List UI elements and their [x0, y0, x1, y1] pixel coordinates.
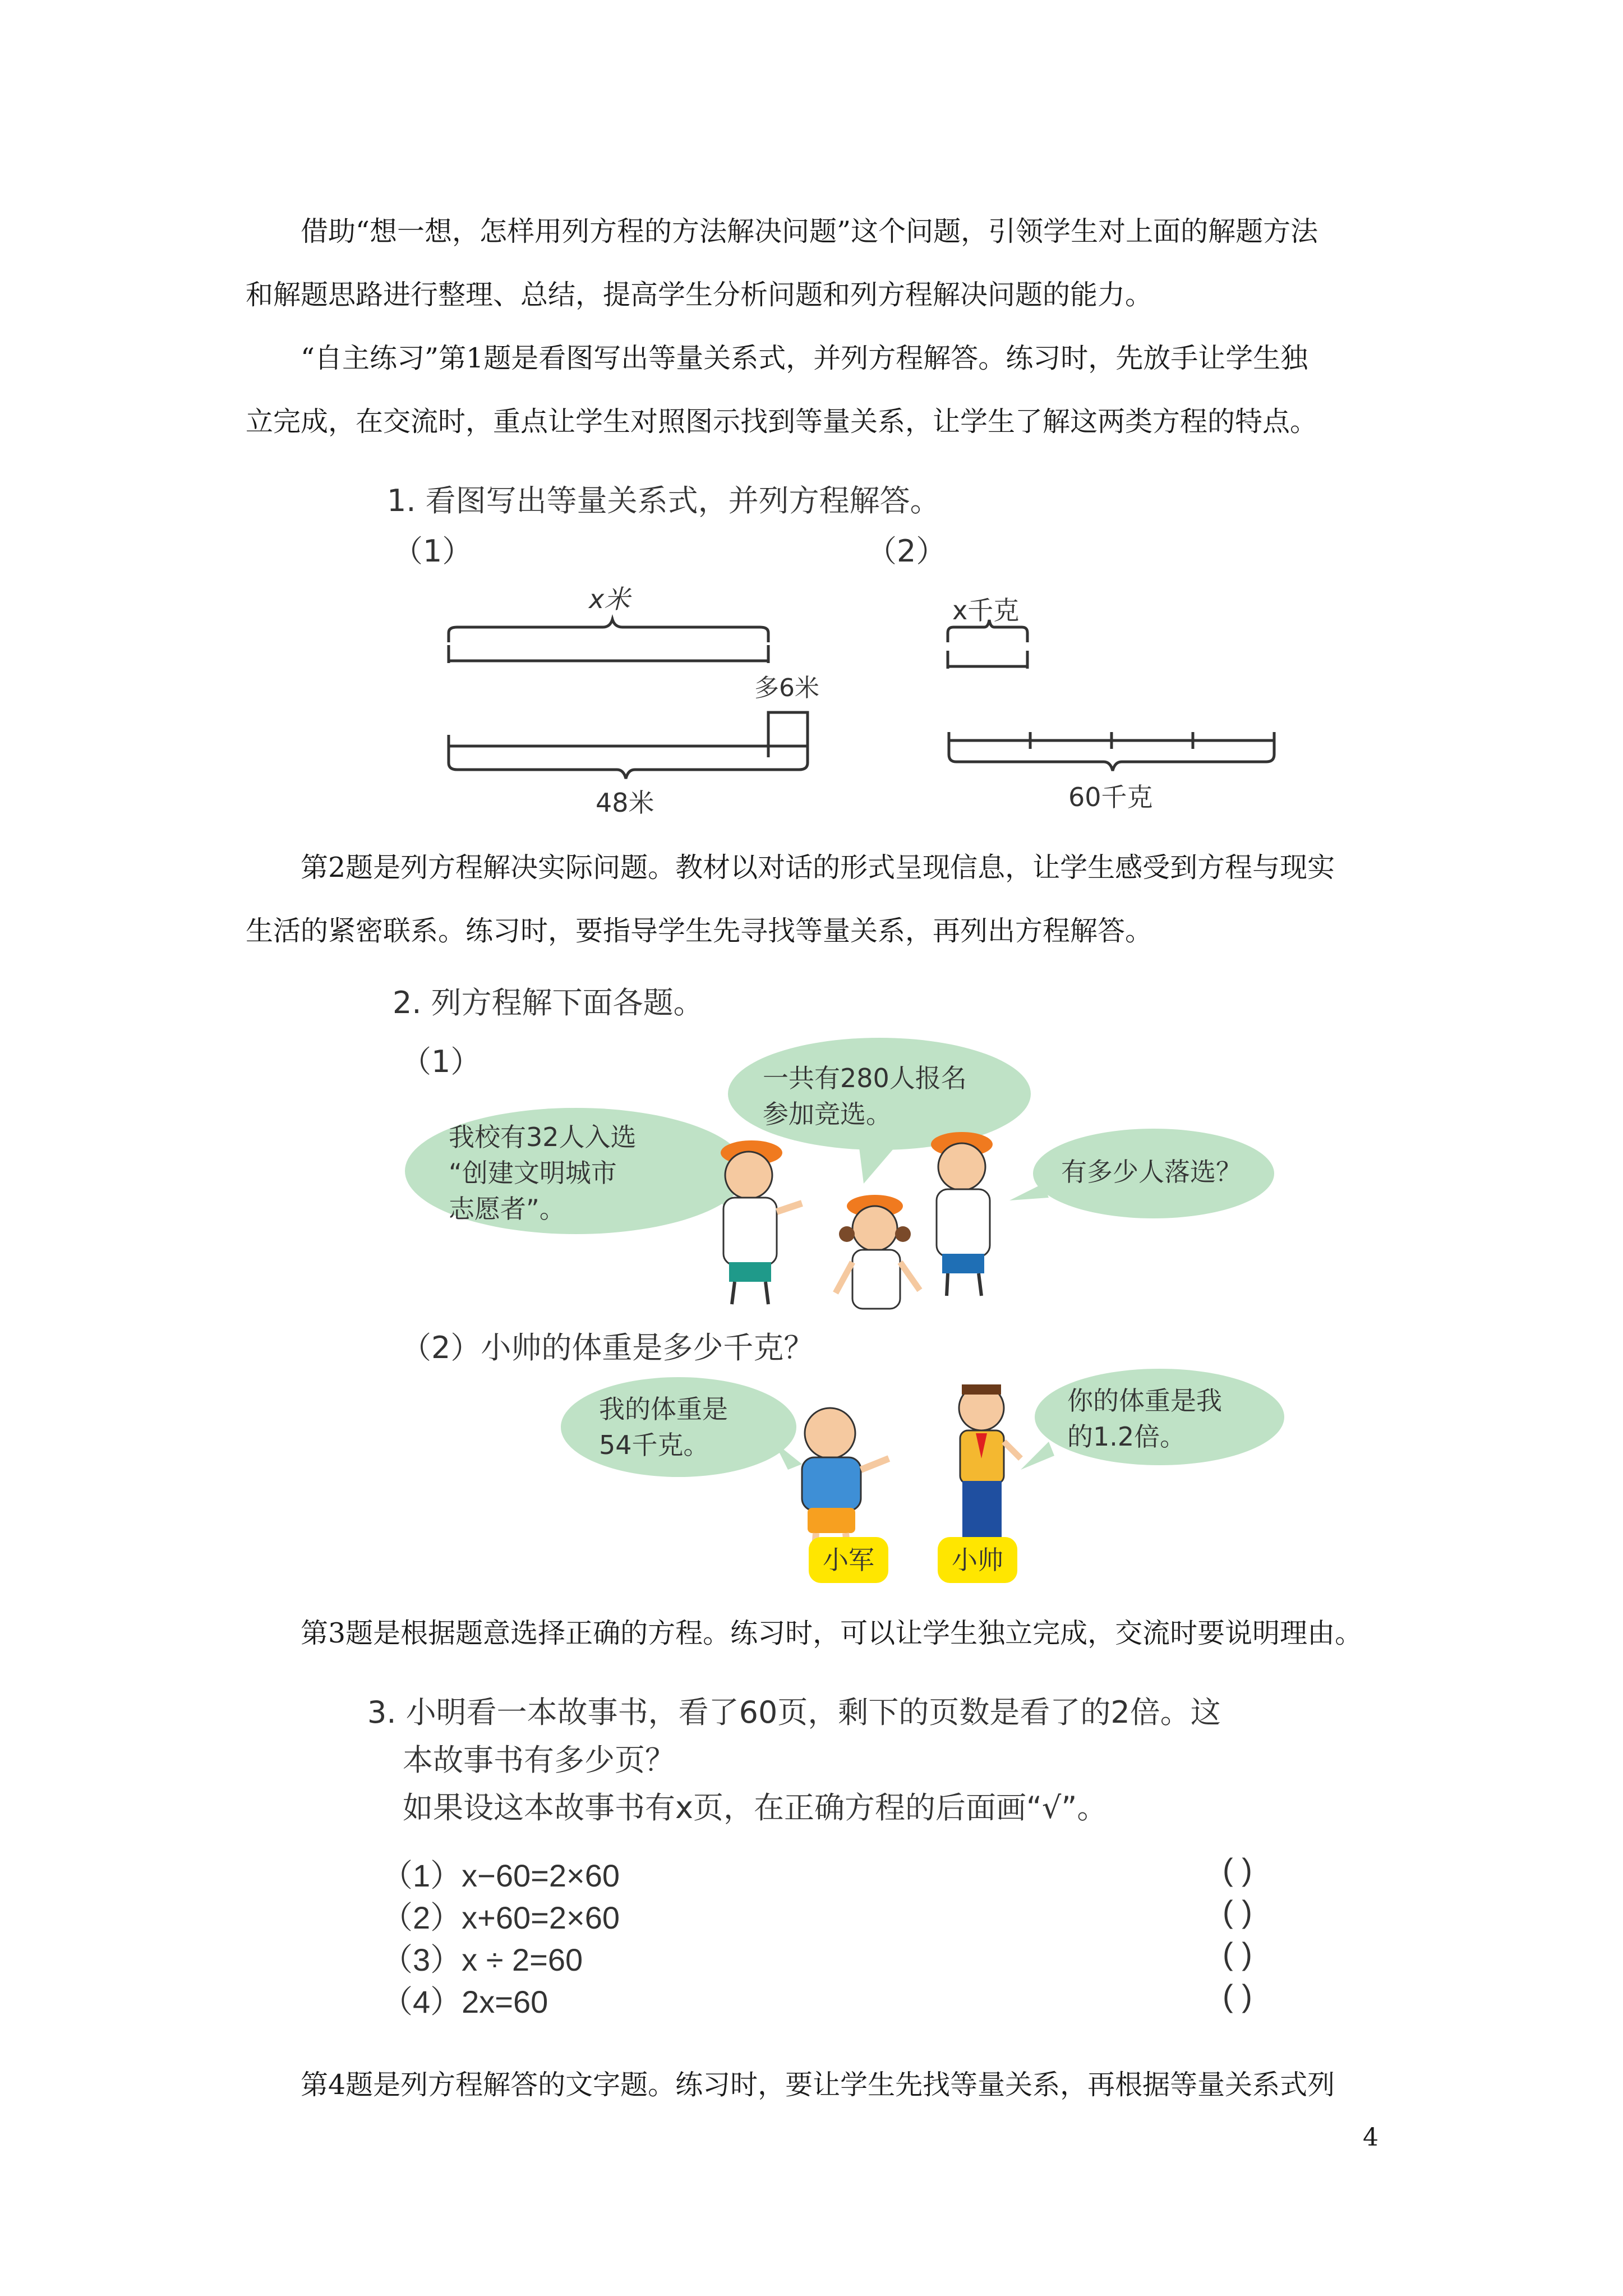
bubble-shuai-line-2: 的1.2倍。 — [1067, 1421, 1186, 1452]
exercise-2-title: 2. 列方程解下面各题。 — [393, 985, 704, 1020]
bubble-right-tail — [1009, 1184, 1049, 1200]
xiaojun-figure — [802, 1408, 889, 1557]
bubble-center-tail — [858, 1139, 897, 1184]
option-2 — [381, 1893, 1252, 1938]
option-1-label: （1）x−60=2×60 — [381, 1858, 620, 1893]
bubble-left-line-1: 我校有32人入选 — [449, 1122, 637, 1152]
option-2-label: （2）x+60=2×60 — [381, 1900, 620, 1935]
option-3-label: （3）x ÷ 2=60 — [381, 1942, 583, 1977]
paragraph-2-line-2: 立完成，在交流时，重点让学生对照图示找到等量关系，让学生了解这两类方程的特点。 — [246, 406, 1318, 438]
child-girl-center-figure — [836, 1195, 920, 1309]
option-1-answer-blank[interactable]: ( ) — [1223, 1852, 1252, 1887]
paragraph-3-line-1: 第2题是列方程解决实际问题。教材以对话的形式呈现信息，让学生感受到方程与现实 — [301, 852, 1335, 884]
name-tag-xiaoshuai: 小帅 — [938, 1537, 1017, 1583]
bubble-left-line-2: “创建文明城市 — [449, 1158, 617, 1188]
paragraph-1-line-2: 和解题思路进行整理、总结，提高学生分析问题和列方程解决问题的能力。 — [246, 279, 1153, 311]
option-4-label: （4）2x=60 — [381, 1984, 548, 2019]
bubble-jun-line-2: 54千克。 — [599, 1430, 709, 1460]
speech-bubble-xiaoshuai — [1035, 1369, 1284, 1465]
bubble-right-line-1: 有多少人落选？ — [1061, 1157, 1242, 1187]
child-boy-left-figure — [721, 1140, 802, 1304]
exercise-3-line-1: 3. 小明看一本故事书，看了60页，剩下的页数是看了的2倍。这 — [367, 1695, 1221, 1730]
bubble-center-line-2: 参加竞选。 — [763, 1099, 892, 1129]
child-boy-right-figure — [931, 1132, 993, 1296]
fig1-more-label: 多6米 — [754, 674, 819, 702]
option-4-answer-blank[interactable]: ( ) — [1223, 1978, 1252, 2013]
paragraph-3-line-2: 生活的紧密联系。练习时，要指导学生先寻找等量关系，再列出方程解答。 — [246, 915, 1153, 947]
speech-bubble-xiaojun — [561, 1377, 796, 1477]
paragraph-4 — [246, 1602, 1384, 1665]
option-1 — [381, 1851, 1252, 1896]
exercise-2-part-2-label: （2）小帅的体重是多少千克？ — [401, 1330, 814, 1365]
paragraph-5-line-1: 第4题是列方程解答的文字题。练习时，要让学生先找等量关系，再根据等量关系式列 — [301, 2069, 1335, 2101]
option-2-answer-blank[interactable]: ( ) — [1223, 1894, 1252, 1929]
fig1-bottom-label: 48米 — [596, 788, 654, 818]
exercise-3-line-2: 本故事书有多少页？ — [403, 1742, 675, 1778]
exercise-1-part-1-label: （1） — [393, 533, 473, 569]
paragraph-4-line-1: 第3题是根据题意选择正确的方程。练习时，可以让学生独立完成，交流时要说明理由。 — [301, 1617, 1363, 1649]
paragraph-5 — [246, 2053, 1384, 2116]
page-number: 4 — [1363, 2123, 1378, 2152]
exercise-2-part-1-label: （1） — [401, 1044, 481, 1079]
bubble-jun-line-1: 我的体重是 — [599, 1394, 728, 1424]
xiaoshuai-figure — [959, 1384, 1021, 1543]
exercise-1-part-2-label: （2） — [866, 533, 947, 569]
bubble-center-line-1: 一共有280人报名 — [763, 1063, 967, 1093]
exercise-1-title: 1. 看图写出等量关系式，并列方程解答。 — [387, 483, 940, 518]
bubble-shuai-line-1: 你的体重是我 — [1067, 1386, 1222, 1416]
paragraph-1-line-1: 借助“想一想，怎样用列方程的方法解决问题”这个问题，引领学生对上面的解题方法 — [301, 215, 1318, 247]
fig1-top-label: x米 — [589, 584, 630, 614]
paragraph-2-line-1: “自主练习”第1题是看图写出等量关系式，并列方程解答。练习时，先放手让学生独 — [301, 342, 1308, 374]
fig2-bottom-label: 60千克 — [1068, 782, 1153, 812]
bubble-shuai-tail — [1021, 1442, 1054, 1470]
exercise-3-line-3: 如果设这本故事书有x页，在正确方程的后面画“√”。 — [403, 1790, 1108, 1825]
option-4 — [381, 1977, 1252, 2022]
fig2-top-label: x千克 — [952, 595, 1020, 625]
bubble-left-line-3: 志愿者”。 — [449, 1194, 565, 1224]
name-tag-xiaojun: 小军 — [809, 1537, 888, 1583]
option-3 — [381, 1935, 1252, 1980]
option-3-answer-blank[interactable]: ( ) — [1223, 1936, 1252, 1971]
